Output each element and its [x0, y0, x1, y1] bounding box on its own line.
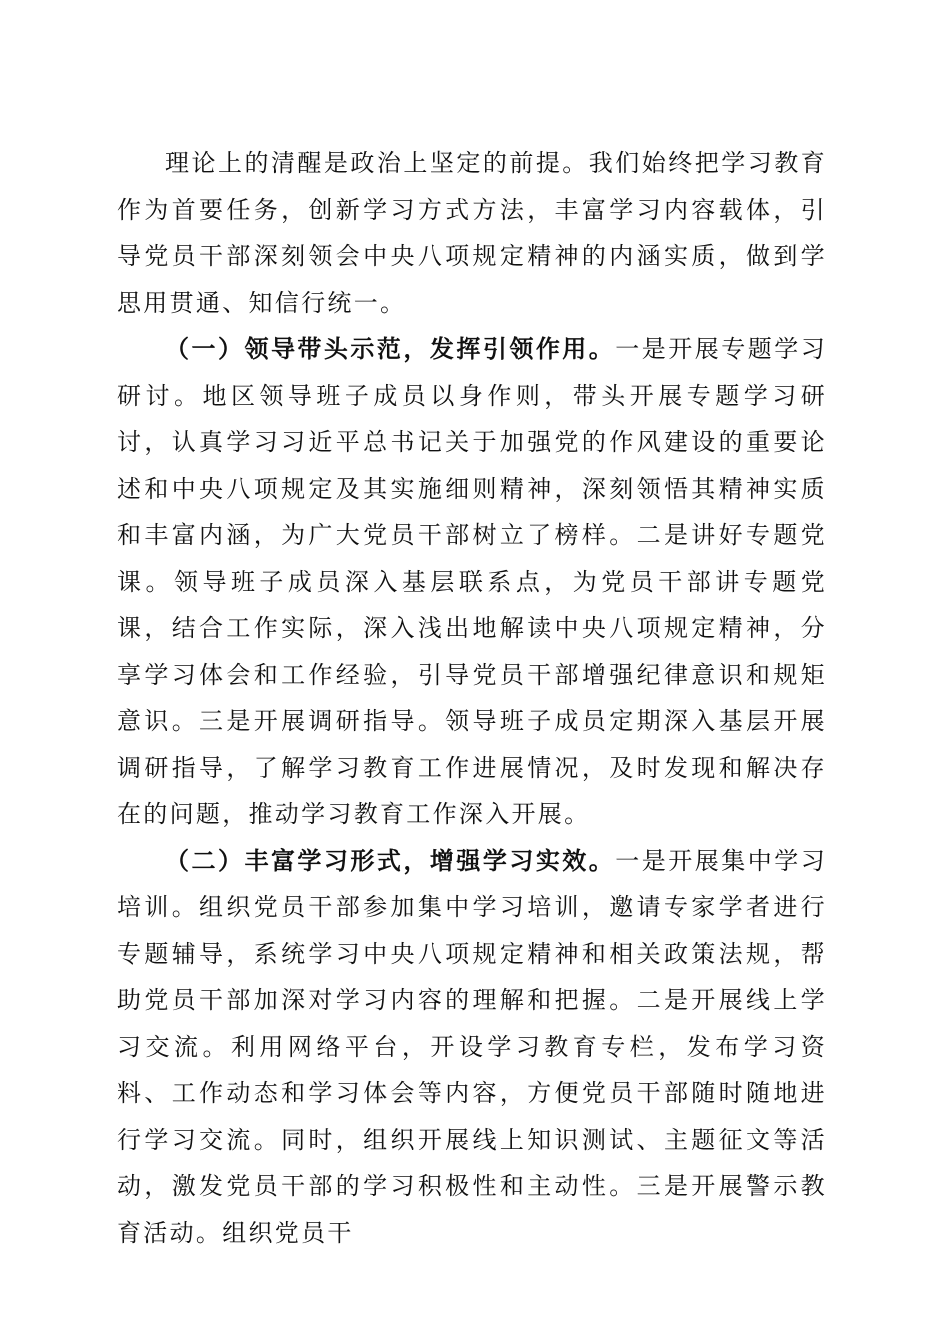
section-one-paragraph — [117, 326, 827, 838]
section-one-heading: （一）领导带头示范，发挥引领作用。 — [165, 334, 616, 363]
intro-paragraph — [117, 140, 827, 326]
section-one-text: 一是开展专题学习研讨。地区领导班子成员以身作则，带头开展专题学习研讨，认真学习习近平总书记关于加强党的作风建设的重要论述和中央八项规定及其实施细则精神，深刻领悟其精神实质和丰富内涵，为广大党员干部树立了榜样。二是讲好专题党课。领导班子成员深入基层联系点，为党员干部讲专题党课，结合工作实际，深入浅出地解读中央八项规定精神，分享学习体会和工作经验，引导党员干部增强纪律意识和规矩意识。三是开展调研指导。领导班子成员定期深入基层开展调研指导，了解学习教育工作进展情况，及时发现和解决存在的问题，推动学习教育工作深入开展。 — [117, 335, 827, 828]
section-two-text: 一是开展集中学习培训。组织党员干部参加集中学习培训，邀请专家学者进行专题辅导，系统学习中央八项规定精神和相关政策法规，帮助党员干部加深对学习内容的理解和把握。二是开展线上学习交流。利用网络平台，开设学习教育专栏，发布学习资料、工作动态和学习体会等内容，方便党员干部随时随地进行学习交流。同时，组织开展线上知识测试、主题征文等活动，激发党员干部的学习积极性和主动性。三是开展警示教育活动。组织党员干 — [117, 846, 827, 1247]
document-body — [117, 140, 827, 1256]
paragraph-text: 理论上的清醒是政治上坚定的前提。我们始终把学习教育作为首要任务，创新学习方式方法，丰富学习内容载体，引导党员干部深刻领会中央八项规定精神的内涵实质，做到学思用贯通、知信行统一。 — [117, 149, 827, 317]
section-two-heading: （二）丰富学习形式，增强学习实效。 — [165, 845, 616, 875]
section-two-paragraph — [117, 838, 827, 1257]
